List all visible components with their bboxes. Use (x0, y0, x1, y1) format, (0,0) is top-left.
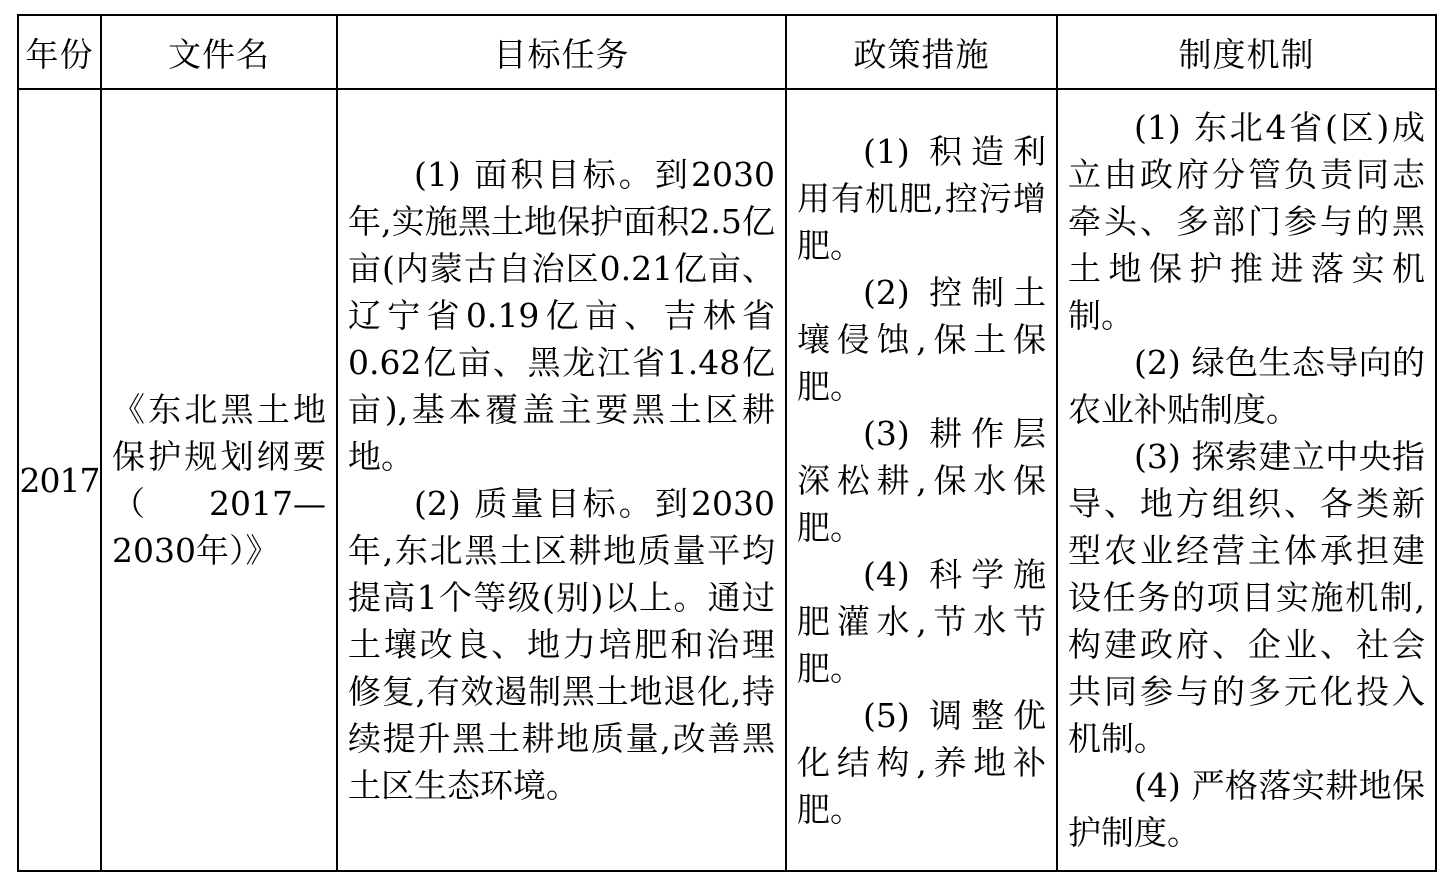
measure-item: (4) 科学施肥灌水,节水节肥。 (797, 554, 1046, 688)
policy-table (17, 14, 1437, 872)
measure-item: (2) 控制土壤侵蚀,保土保肥。 (797, 272, 1046, 406)
cell-year: 2017 (18, 89, 101, 871)
header-mechanism: 制度机制 (1057, 15, 1436, 89)
header-measures: 政策措施 (786, 15, 1057, 89)
mechanism-item: (3) 探索建立中央指导、地方组织、各类新型农业经营主体承担建设任务的项目实施机制,构建政府、企业、社会共同参与的多元化投入机制。 (1068, 437, 1425, 758)
cell-mechanism (1057, 89, 1436, 871)
goal-item: (1) 面积目标。到2030年,实施黑土地保护面积2.5亿亩(内蒙古自治区0.21亿亩、辽宁省0.19亿亩、吉林省0.62亿亩、黑龙江省1.48亿亩),基本覆盖主要黑土区耕地。 (348, 155, 775, 476)
cell-goals (337, 89, 786, 871)
mechanism-item: (4) 严格落实耕地保护制度。 (1068, 766, 1425, 852)
header-year: 年份 (18, 15, 101, 89)
header-document: 文件名 (101, 15, 337, 89)
mechanism-item: (1) 东北4省(区)成立由政府分管负责同志牵头、多部门参与的黑土地保护推进落实机制。 (1068, 108, 1425, 335)
cell-document: 《东北黑土地保护规划纲要（2017—2030年）》 (101, 89, 337, 871)
measure-item: (1) 积造利用有机肥,控污增肥。 (797, 131, 1046, 265)
header-row (18, 15, 1436, 89)
table-row (18, 89, 1436, 871)
header-goals: 目标任务 (337, 15, 786, 89)
measure-item: (3) 耕作层深松耕,保水保肥。 (797, 413, 1046, 547)
goal-item: (2) 质量目标。到2030年,东北黑土区耕地质量平均提高1个等级(别)以上。通过土壤改良、地力培肥和治理修复,有效遏制黑土地退化,持续提升黑土耕地质量,改善黑土区生态环境。 (348, 484, 775, 805)
measure-item: (5) 调整优化结构,养地补肥。 (797, 695, 1046, 829)
cell-measures (786, 89, 1057, 871)
mechanism-item: (2) 绿色生态导向的农业补贴制度。 (1068, 343, 1425, 429)
